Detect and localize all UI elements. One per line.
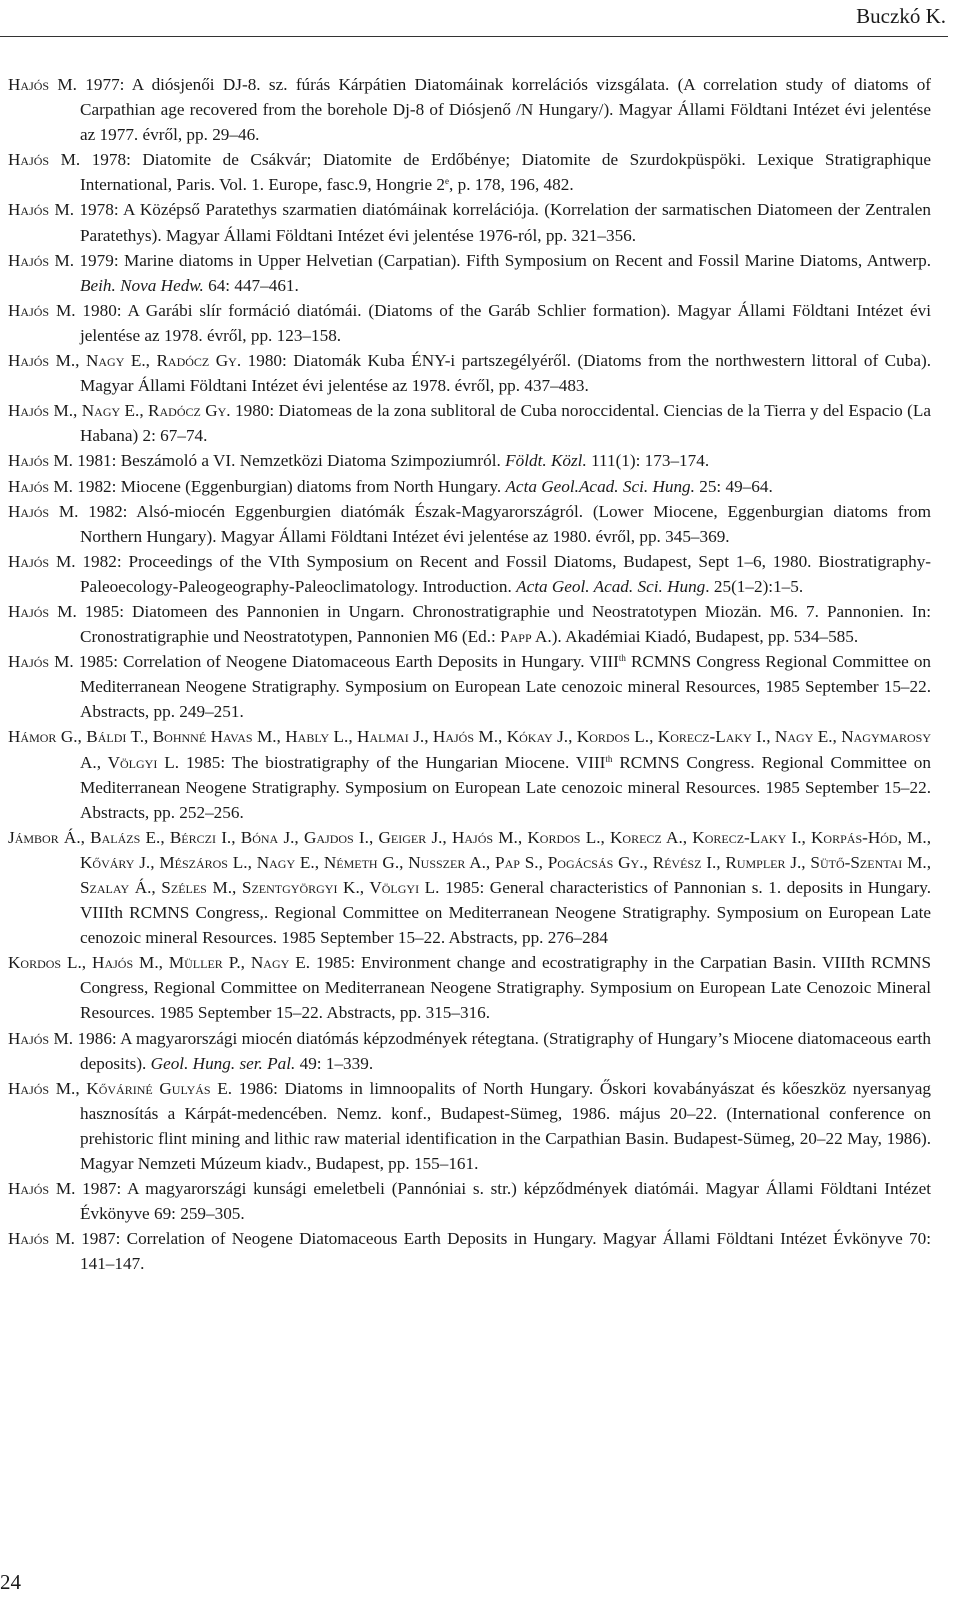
reference-text: 1981: Beszámoló a VI. Nemzetközi Diatoma Szimpoziumról. [77,451,506,471]
page-number: 24 [0,1570,21,1594]
reference-text: 1980: Diatomák Kuba ÉNY-i partszegélyéről. (Diatoms from the northwestern littoral of Cuba). Magyar Állami Földtani Intézet évi jelentése az 1978. évről, pp. 437–483. [80,351,931,396]
reference-entry [8,724,931,824]
reference-tail: 25: 49–64. [694,476,773,496]
reference-tail: , p. 178, 196, 482. [449,175,574,195]
reference-text: 1982: Miocene (Eggenburgian) diatoms from North Hungary. [77,476,506,496]
reference-text: 1987: Correlation of Neogene Diatomaceous Earth Deposits in Hungary. Magyar Állami Földtani Intézet Évkönyve 70: 141–147. [80,1229,931,1274]
reference-tail: RCMNS Congress Regional Committee on Mediterranean Neogene Stratigraphy. Symposium on European Late cenozoic mineral Resources, 1985 September 15–22. Abstracts, pp. 249–251. [80,652,932,722]
reference-superscript: th [618,653,626,664]
reference-text: 1985: Environment change and ecostratigraphy in the Carpatian Basin. VIIIth RCMNS Congress, Regional Committee on Mediterranean Neogene Stratigraphy. Symposium on European Late Cenozoic Mineral Resources. 1985 September 15–22. Abstracts, pp. 315–316. [80,953,932,1023]
reference-author: Hajós M. [8,652,74,672]
reference-journal: Acta Geol. Acad. Sci. Hung [516,576,706,596]
reference-entry [8,298,931,348]
reference-entry [8,549,931,599]
running-head-author: Buczkó K. [856,4,946,28]
reference-author: Hajós M. [8,75,77,94]
reference-author: Hajós M., Nagy E., Radócz Gy. [8,351,242,371]
reference-author: Hajós M., Nagy E., Radócz Gy. [8,401,231,421]
reference-text: 1979: Marine diatoms in Upper Helvetian (Carpatian). Fifth Symposium on Recent and Fossil Marine Diatoms, Antwerp. [79,250,932,270]
reference-list [8,72,931,1277]
reference-journal: Acta Geol.Acad. Sci. Hung. [505,476,695,496]
reference-tail: 49: 1–339. [295,1053,374,1073]
reference-entry [8,1226,931,1276]
reference-entry [8,348,931,398]
reference-journal: Geol. Hung. ser. Pal. [150,1053,296,1073]
reference-entry [8,1176,931,1226]
reference-tail: . 25(1–2):1–5. [705,576,804,596]
reference-tail: RCMNS Congress. Regional Committee on Mediterranean Neogene Stratigraphy. Symposium on European Late cenozoic mineral Resources. 1985 September 15–22. Abstracts, pp. 252–256. [80,752,931,822]
reference-author: Hajós M. [8,1179,76,1199]
reference-entry [8,398,931,448]
reference-text: 1980: A Garábi slír formáció diatómái. (Diatoms of the Garáb Schlier formation). Magyar Állami Földtani Intézet évi jelentése az 1978. évről, pp. 123–158. [80,300,932,345]
reference-author: Jámbor Á., Balázs E., Bérczi I., Bóna J., Gajdos I., Geiger J., Hajós M., Kordos L., Korecz A., Korecz-Laky I., Korpás-Hód, M., Kőváry J., Mészáros L., Nagy E., Németh G., Nusszer A., Pap S., Pogácsás Gy., Révész I., Rumpler J., Sütő-Szentai M., Szalay Á., Széles M., Szentgyörgyi K., Völgyi L. [8,827,931,897]
reference-entry [8,825,931,950]
running-head [0,0,948,37]
reference-journal: Beih. Nova Hedw. [80,275,204,295]
reference-author: Hajós M. [8,300,76,320]
reference-author: Hajós M. [8,501,79,521]
reference-entry [8,649,931,724]
reference-author: Hajós M. [8,551,76,571]
reference-tail: 64: 447–461. [203,275,299,295]
reference-author: Hajós M. [8,1028,74,1048]
reference-text: 1986: A magyarországi miocén diatómás képzodmények rétegtana. (Stratigraphy of Hungary’s Miocene diatomaceous earth deposits). [77,1028,932,1073]
reference-editor: Papp A. [500,627,552,647]
reference-text: 1980: Diatomeas de la zona sublitoral de Cuba noroccidental. Ciencias de la Tierra y del Espacio (La Habana) 2: 67–74. [80,401,932,446]
reference-author: Hajós M. [8,1229,75,1249]
reference-author: Hajós M. [8,601,77,621]
reference-author: Kordos L., Hajós M., Müller P., Nagy E. [8,953,311,973]
reference-text: 1986: Diatoms in limnoopalits of North Hungary. Őskori kovabányászat és kőeszköz nyersanyag hasznosítás a Kárpát-medencében. Nemz. konf., Budapest-Sümeg, 1986. május 20–22. (International conference on prehistoric flint mining and lithic raw material identification in the Carpathian Basin. Budapest-Sümeg, 20–22 May, 1986). Magyar Nemzeti Múzeum kiadv., Budapest, pp. 155–161. [80,1078,931,1174]
reference-text: 1982: Proceedings of the VIth Symposium on Recent and Fossil Diatoms, Budapest, Sept 1–6, 1980. Biostratigraphy-Paleoecology-Paleogeography-Paleoclimatology. Introduction. [80,551,932,596]
reference-text: 1985: Diatomeen des Pannonien in Ungarn. Chronostratigraphie und Neostratotypen Miozän. M6. 7. Pannonien. In: Cronostratigraphie und Neostratotypen, Pannonien M6 (Ed.: [80,601,932,647]
reference-text: 1978: A Középső Paratethys szarmatien diatómáinak korrelációja. (Korrelation der sarmatischen Diatomeen der Zentralen Paratethys). Magyar Állami Földtani Intézet évi jelentése 1976-ról, pp. 321–356. [79,200,932,245]
reference-entry [8,197,931,247]
reference-entry [8,72,931,147]
reference-author: Hajós M. [8,451,73,471]
reference-text: 1982: Alsó-miocén Eggenburgien diatómák Észak-Magyarországról. (Lower Miocene, Eggenburgian diatoms from Northern Hungary). Magyar Állami Földtani Intézet évi jelentése az 1980. évről, pp. 345–369. [80,501,932,546]
reference-superscript: th [605,753,613,764]
reference-entry [8,448,931,473]
reference-text: 1985: Correlation of Neogene Diatomaceous Earth Deposits in Hungary. VIII [78,652,619,672]
reference-author: Hajós M., Kőváriné Gulyás E. [8,1078,233,1098]
reference-text: 1985: The biostratigraphy of the Hungarian Miocene. VIII [185,752,606,772]
reference-text: 1985: General characteristics of Pannonian s. 1. deposits in Hungary. VIIIth RCMNS Congress,. Regional Committee on Mediterranean Neogene Stratigraphy. Symposium on European Late cenozoic mineral Resources. 1985 September 15–22. Abstracts, pp. 276–284 [80,878,931,948]
reference-text: 1977: A diósjenői DJ-8. sz. fúrás Kárpátien Diatomáinak korrelációs vizsgálata. (A correlation study of diatoms of Carpathian age recovered from the borehole Dj-8 of Diósjenő /N Hungary/). Magyar Állami Földtani Intézet évi jelentése az 1977. évről, pp. 29–46. [80,75,932,145]
reference-author: Hajós M. [8,250,75,270]
reference-entry [8,474,931,499]
reference-entry [8,248,931,298]
reference-entry [8,1026,931,1076]
reference-entry [8,1076,931,1176]
reference-tail: 111(1): 173–174. [586,451,710,471]
reference-tail: ). Akadémiai Kiadó, Budapest, pp. 534–585. [551,627,859,647]
reference-author: Hámor G., Báldi T., Bohnné Havas M., Hably L., Halmai J., Hajós M., Kókay J., Kordos L., Korecz-Laky I., Nagy E., Nagymarosy A., Völgyi L. [8,727,931,772]
reference-entry [8,499,931,549]
reference-entry [8,147,931,197]
reference-entry [8,950,931,1025]
reference-journal: Földt. Közl. [505,451,587,471]
reference-entry [8,599,931,649]
reference-author: Hajós M. [8,150,81,170]
reference-superscript: e [445,176,449,187]
reference-author: Hajós M. [8,476,73,496]
reference-text: 1987: A magyarországi kunsági emeletbeli (Pannóniai s. str.) képződmények diatómái. Magyar Állami Földtani Intézet Évkönyve 69: 259–305. [80,1179,931,1224]
reference-author: Hajós M. [8,200,75,220]
reference-text: 1978: Diatomite de Csákvár; Diatomite de Erdőbénye; Diatomite de Szurdokpüspöki. Lexique Stratigraphique International, Paris. Vol. 1. Europe, fasc.9, Hongrie 2 [80,150,931,195]
